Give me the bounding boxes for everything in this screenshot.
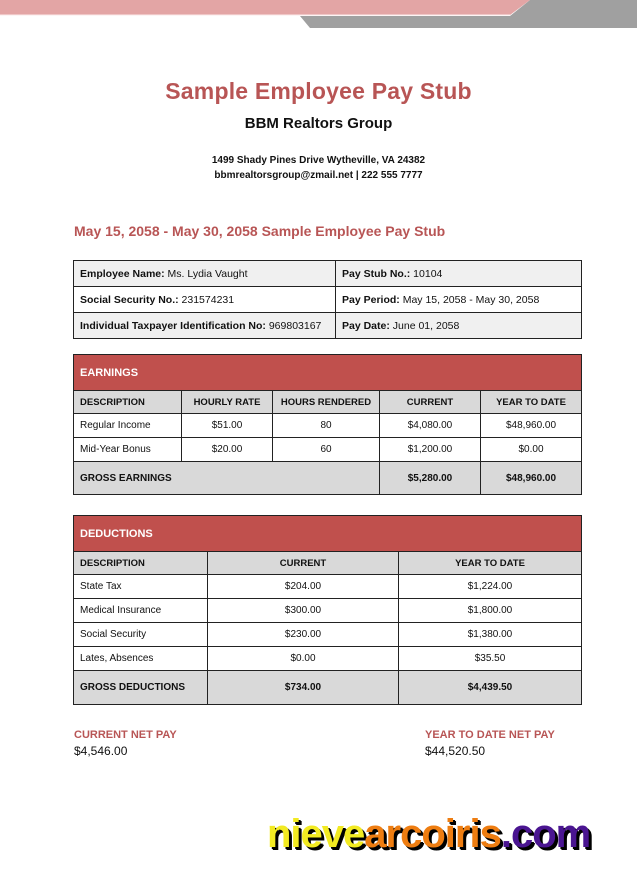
column-header-description: DESCRIPTION <box>74 552 208 575</box>
earning-ytd: $0.00 <box>481 438 582 462</box>
earning-ytd: $48,960.00 <box>481 414 582 438</box>
earning-current: $1,200.00 <box>380 438 481 462</box>
earnings-table <box>73 354 582 495</box>
pay-period-label: Pay Period: <box>342 293 400 306</box>
earning-hours: 60 <box>273 438 380 462</box>
employee-name-value: Ms. Lydia Vaught <box>164 267 248 280</box>
deduction-current: $0.00 <box>208 647 399 671</box>
company-name: BBM Realtors Group <box>244 115 393 132</box>
gross-deductions-ytd: $4,439.50 <box>399 671 582 705</box>
deduction-description: Social Security <box>74 623 208 647</box>
info-row <box>74 261 582 287</box>
earnings-section-header <box>74 355 582 391</box>
company-contact: bbmrealtorsgroup@zmail.net | 222 555 7777 <box>214 170 423 181</box>
earning-description: Mid-Year Bonus <box>74 438 182 462</box>
watermark-part-3: .com <box>500 812 591 856</box>
current-net-pay-label: CURRENT NET PAY <box>74 729 177 741</box>
table-row <box>74 647 582 671</box>
earnings-title: EARNINGS <box>74 355 582 391</box>
table-row <box>74 575 582 599</box>
company-address: 1499 Shady Pines Drive Wytheville, VA 24382 <box>211 155 426 166</box>
column-header-current: CURRENT <box>380 391 481 414</box>
deduction-current: $204.00 <box>208 575 399 599</box>
current-net-pay-value: $4,546.00 <box>74 744 128 758</box>
earning-hourly-rate: $51.00 <box>182 414 273 438</box>
table-row <box>74 623 582 647</box>
pay-date-value: June 01, 2058 <box>389 319 460 332</box>
column-header-year-to-date: YEAR TO DATE <box>399 552 582 575</box>
itin-label: Individual Taxpayer Identification No: <box>80 319 266 332</box>
pay-date-cell <box>336 313 582 339</box>
watermark-part-2: arcoiris <box>364 812 501 856</box>
column-header-description: DESCRIPTION <box>74 391 182 414</box>
gross-earnings-label: GROSS EARNINGS <box>74 462 380 495</box>
pay-period-cell <box>336 287 582 313</box>
pay-stub-no-label: Pay Stub No.: <box>342 267 411 280</box>
pay-period-heading: May 15, 2058 - May 30, 2058 Sample Employee Pay Stub <box>74 223 446 239</box>
earning-hours: 80 <box>273 414 380 438</box>
gross-deductions-current: $734.00 <box>208 671 399 705</box>
earning-current: $4,080.00 <box>380 414 481 438</box>
column-header-hourly-rate: HOURLY RATE <box>182 391 273 414</box>
pay-stub-no-cell <box>336 261 582 287</box>
deduction-description: Medical Insurance <box>74 599 208 623</box>
decorative-banner <box>0 0 637 30</box>
deductions-column-headers <box>74 552 582 575</box>
ssn-label: Social Security No.: <box>80 293 179 306</box>
watermark-logo <box>267 812 590 857</box>
deduction-description: Lates, Absences <box>74 647 208 671</box>
gross-deductions-row <box>74 671 582 705</box>
column-header-year-to-date: YEAR TO DATE <box>481 391 582 414</box>
document-title: Sample Employee Pay Stub <box>165 78 472 104</box>
ssn-value: 231574231 <box>178 293 235 306</box>
ytd-net-pay <box>425 729 555 758</box>
pay-period-value: May 15, 2058 - May 30, 2058 <box>399 293 540 306</box>
gross-earnings-ytd: $48,960.00 <box>481 462 582 495</box>
employee-info-table <box>73 260 582 339</box>
column-header-current: CURRENT <box>208 552 399 575</box>
column-header-hours-rendered: HOURS RENDERED <box>273 391 380 414</box>
deduction-current: $300.00 <box>208 599 399 623</box>
pay-date-label: Pay Date: <box>342 319 390 332</box>
gross-earnings-current: $5,280.00 <box>380 462 481 495</box>
itin-cell <box>74 313 336 339</box>
table-row <box>74 414 582 438</box>
table-row <box>74 438 582 462</box>
earning-description: Regular Income <box>74 414 182 438</box>
deduction-ytd: $35.50 <box>399 647 582 671</box>
current-net-pay <box>74 729 177 758</box>
ssn-cell <box>74 287 336 313</box>
earnings-column-headers <box>74 391 582 414</box>
deduction-current: $230.00 <box>208 623 399 647</box>
info-row <box>74 287 582 313</box>
gross-deductions-label: GROSS DEDUCTIONS <box>74 671 208 705</box>
deductions-title: DEDUCTIONS <box>74 516 582 552</box>
employee-name-cell <box>74 261 336 287</box>
gross-earnings-row <box>74 462 582 495</box>
info-row <box>74 313 582 339</box>
table-row <box>74 599 582 623</box>
deduction-description: State Tax <box>74 575 208 599</box>
ytd-net-pay-value: $44,520.50 <box>425 744 486 758</box>
deduction-ytd: $1,800.00 <box>399 599 582 623</box>
deductions-table <box>73 515 582 705</box>
watermark-part-1: nieve <box>267 812 365 856</box>
itin-value: 969803167 <box>265 319 322 332</box>
deduction-ytd: $1,224.00 <box>399 575 582 599</box>
employee-name-label: Employee Name: <box>80 267 165 280</box>
ytd-net-pay-label: YEAR TO DATE NET PAY <box>425 729 555 741</box>
pay-stub-no-value: 10104 <box>410 267 443 280</box>
earning-hourly-rate: $20.00 <box>182 438 273 462</box>
deductions-section-header <box>74 516 582 552</box>
deduction-ytd: $1,380.00 <box>399 623 582 647</box>
